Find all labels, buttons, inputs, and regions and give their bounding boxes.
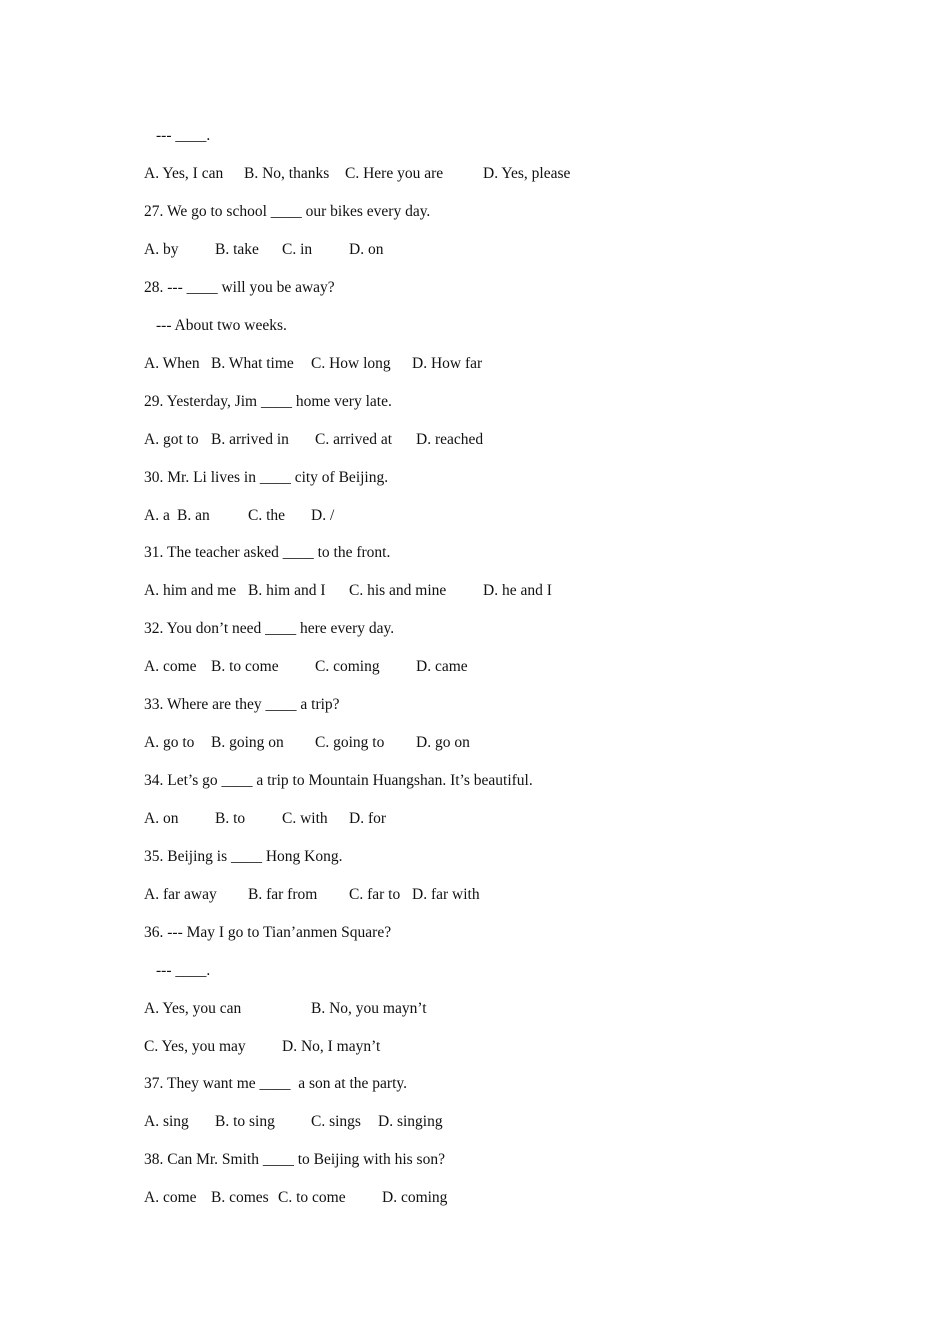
q38-option-c: C. to come <box>278 1189 346 1206</box>
q30-option-c: C. the <box>248 507 286 524</box>
q30-option-b: B. an <box>177 507 210 524</box>
q34-options <box>144 808 387 830</box>
q31-option-b: B. him and I <box>248 582 326 599</box>
q35-option-c: C. far to <box>349 886 401 903</box>
q28-option-d: D. How far <box>412 355 483 372</box>
q37-question: 37. They want me ____ a son at the party. <box>144 1075 408 1092</box>
q38-option-d: D. coming <box>382 1189 448 1206</box>
q35-option-d: D. far with <box>412 886 480 903</box>
q27-options <box>144 239 384 261</box>
q32-options <box>144 656 468 678</box>
q34-option-d: D. for <box>349 810 387 827</box>
q34-option-a: A. on <box>144 810 179 827</box>
q37-options <box>144 1111 443 1133</box>
q34-option-b: B. to <box>215 810 246 827</box>
q26-options <box>144 163 571 185</box>
q27-option-b: B. take <box>215 241 259 258</box>
q38-question: 38. Can Mr. Smith ____ to Beijing with his son? <box>144 1151 445 1168</box>
q28-option-a: A. When <box>144 355 200 372</box>
q26-option-d: D. Yes, please <box>483 165 571 182</box>
q35-option-a: A. far away <box>144 886 217 903</box>
q26-option-b: B. No, thanks <box>244 165 330 182</box>
q31-options <box>144 580 552 602</box>
q28-option-b: B. What time <box>211 355 294 372</box>
q37-option-c: C. sings <box>311 1113 361 1130</box>
q32-option-c: C. coming <box>315 658 380 675</box>
q28-question: 28. --- ____ will you be away? <box>144 279 335 296</box>
q32-option-a: A. come <box>144 658 197 675</box>
q36-options-row-2 <box>144 1036 381 1058</box>
q37-option-b: B. to sing <box>215 1113 275 1130</box>
q33-options <box>144 732 470 754</box>
q38-option-a: A. come <box>144 1189 197 1206</box>
q29-option-c: C. arrived at <box>315 431 393 448</box>
q27-option-c: C. in <box>282 241 313 258</box>
q36-option-c: C. Yes, you may <box>144 1038 246 1055</box>
q32-option-d: D. came <box>416 658 468 675</box>
q34-question: 34. Let’s go ____ a trip to Mountain Huangshan. It’s beautiful. <box>144 772 533 789</box>
q33-option-c: C. going to <box>315 734 385 751</box>
q33-question: 33. Where are they ____ a trip? <box>144 696 340 713</box>
q33-option-d: D. go on <box>416 734 470 751</box>
q27-option-d: D. on <box>349 241 384 258</box>
q36-option-d: D. No, I mayn’t <box>282 1038 381 1055</box>
q36-answer-line: --- ____. <box>156 962 211 979</box>
q38-options <box>144 1187 448 1209</box>
q35-option-b: B. far from <box>248 886 318 903</box>
q35-question: 35. Beijing is ____ Hong Kong. <box>144 848 343 865</box>
q27-question: 27. We go to school ____ our bikes every day. <box>144 203 431 220</box>
q36-option-b: B. No, you mayn’t <box>311 1000 427 1017</box>
q26-option-c: C. Here you are <box>345 165 444 182</box>
q31-option-a: A. him and me <box>144 582 237 599</box>
q27-option-a: A. by <box>144 241 179 258</box>
q31-option-c: C. his and mine <box>349 582 447 599</box>
q35-options <box>144 884 480 906</box>
q37-option-d: D. singing <box>378 1113 443 1130</box>
q30-option-a: A. a <box>144 507 170 524</box>
q37-option-a: A. sing <box>144 1113 189 1130</box>
q33-option-b: B. going on <box>211 734 284 751</box>
q32-option-b: B. to come <box>211 658 279 675</box>
q34-option-c: C. with <box>282 810 328 827</box>
q30-question: 30. Mr. Li lives in ____ city of Beijing. <box>144 469 389 486</box>
q32-question: 32. You don’t need ____ here every day. <box>144 620 395 637</box>
q36-question: 36. --- May I go to Tian’anmen Square? <box>144 924 392 941</box>
q30-option-d: D. / <box>311 507 335 524</box>
q29-options <box>144 429 484 451</box>
q38-option-b: B. comes <box>211 1189 269 1206</box>
q26-option-a: A. Yes, I can <box>144 165 224 182</box>
q29-question: 29. Yesterday, Jim ____ home very late. <box>144 393 392 410</box>
q31-question: 31. The teacher asked ____ to the front. <box>144 544 391 561</box>
q36-option-a: A. Yes, you can <box>144 1000 242 1017</box>
q33-option-a: A. go to <box>144 734 195 751</box>
q28-reply: --- About two weeks. <box>156 317 287 334</box>
q29-option-b: B. arrived in <box>211 431 289 448</box>
q36-options-row-1 <box>144 998 427 1020</box>
q26-answer-line: --- ____. <box>156 127 211 144</box>
q31-option-d: D. he and I <box>483 582 552 599</box>
q28-option-c: C. How long <box>311 355 391 372</box>
q30-options <box>144 505 335 527</box>
q29-option-a: A. got to <box>144 431 199 448</box>
q29-option-d: D. reached <box>416 431 484 448</box>
q28-options <box>144 353 483 375</box>
